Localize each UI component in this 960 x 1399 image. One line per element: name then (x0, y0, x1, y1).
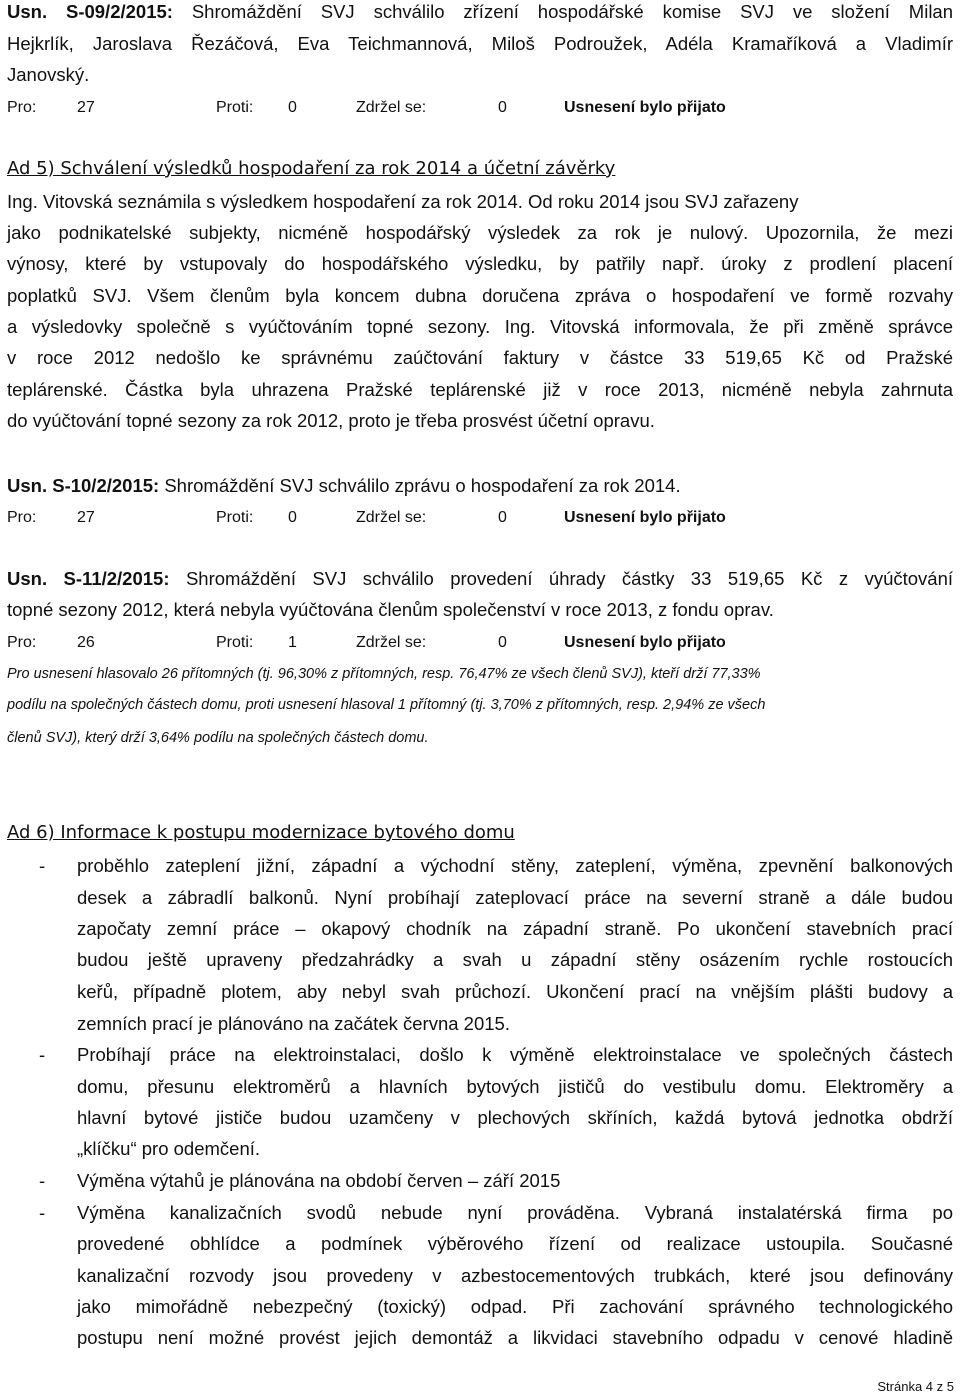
list-item-line: kanalizační rozvody jsou provedeny v azbestocementových trubkách, které jsou definovány (77, 1265, 953, 1286)
resolution-number: S-11/2/2015: (63, 568, 170, 589)
vote-pro-label: Pro: (7, 634, 37, 651)
list-bullet: - (39, 1170, 46, 1191)
resolution-s09-line-1 (7, 0, 953, 24)
list-item-line: desek a zábradlí balkonů. Nyní probíhají zateplovací práce na severní straně a dále budou (77, 887, 953, 908)
vote-proti-label: Proti: (216, 634, 254, 651)
list-item-line: Výměna výtahů je plánována na období červen – září 2015 (77, 1170, 561, 1191)
paragraph-line: v roce 2012 nedošlo ke správnému zaúčtování faktury v částce 33 519,65 Kč od Pražské (7, 347, 953, 368)
vote-pro-count: 27 (77, 509, 95, 526)
resolution-s10 (7, 474, 953, 498)
vote-pro-count: 27 (77, 99, 95, 116)
vote-note-line: členů SVJ), který drží 3,64% podílu na společných částech domu. (7, 730, 429, 746)
paragraph-line: teplárenské. Částka byla uhrazena Pražské teplárenské již v roce 2013, nicméně nebyla zahrnuta (7, 379, 953, 400)
vote-pro-count: 26 (77, 634, 95, 651)
list-bullet: - (39, 1044, 46, 1065)
vote-abstain-count: 0 (498, 509, 507, 526)
vote-pro-label: Pro: (7, 99, 37, 116)
list-item-line: domu, přesunu elektroměrů a hlavních bytových jističů do vestibulu domu. Elektroměry a (77, 1076, 953, 1097)
vote-proti-count: 0 (288, 509, 297, 526)
resolution-text: Shromáždění SVJ schválilo provedení úhrady částky 33 519,65 Kč z vyúčtování (185, 568, 954, 589)
vote-row-s09 (7, 97, 953, 119)
list-item-line: „klíčku“ pro odemčení. (77, 1138, 261, 1159)
resolution-s09-line-3: Janovský. (7, 64, 90, 85)
resolution-s09-line-2: Hejkrlík, Jaroslava Řezáčová, Eva Teichmannová, Miloš Podroužek, Adéla Kramaříková a Vladimír (7, 33, 953, 54)
list-item-line: Probíhají práce na elektroinstalaci, došlo k výměně elektroinstalace ve společných částech (77, 1044, 953, 1065)
paragraph-line: a výsledovky společně s vyúčtováním topné sezony. Ing. Vitovská informovala, že při změně správce (7, 316, 953, 337)
vote-proti-label: Proti: (216, 99, 254, 116)
vote-abstain-count: 0 (498, 634, 507, 651)
vote-abstain-label: Zdržel se: (356, 634, 427, 651)
usn-label: Usn. (7, 475, 48, 496)
list-item-line: proběhlo zateplení jižní, západní a východní stěny, zateplení, výměna, zpevnění balkonových (77, 855, 953, 876)
vote-result: Usnesení bylo přijato (564, 99, 726, 116)
paragraph-line: jako podnikatelské subjekty, nicméně hospodářský výsledek za rok je nulový. Upozornila, že mezi (7, 222, 953, 243)
resolution-number: S-10/2/2015: (52, 475, 160, 496)
vote-abstain-label: Zdržel se: (356, 99, 427, 116)
section-heading-ad6: Ad 6) Informace k postupu modernizace bytového domu (7, 822, 515, 843)
vote-result: Usnesení bylo přijato (564, 509, 726, 526)
list-item-line: jako mimořádně nebezpečný (toxický) odpad. Při zachování správného technologického (77, 1296, 953, 1317)
vote-abstain-label: Zdržel se: (356, 509, 427, 526)
usn-label: Usn. (7, 1, 48, 22)
list-item-line: hlavní bytové jističe budou uzamčeny v plechových skříních, každá bytová jednotka obdrží (77, 1107, 953, 1128)
resolution-text: Shromáždění SVJ schválilo zprávu o hospodaření za rok 2014. (164, 475, 681, 496)
vote-row-s11 (7, 632, 953, 654)
vote-abstain-count: 0 (498, 99, 507, 116)
page-number: Stránka 4 z 5 (877, 1379, 954, 1394)
vote-note-line: Pro usnesení hlasovalo 26 přítomných (tj. 96,30% z přítomných, resp. 76,47% ze všech členů SVJ), kteří drží 77,33% (7, 666, 761, 682)
vote-proti-count: 1 (288, 634, 297, 651)
vote-proti-count: 0 (288, 99, 297, 116)
list-item-line: keřů, případně plotem, aby nebyl svah průchozí. Ukončení prací na vnějším plášti budovy a (77, 981, 953, 1002)
list-item-line: postupu není možné provést jejich demontáž a likvidaci stavebního odpadu v cenové hladině (77, 1327, 953, 1348)
paragraph-line: výnosy, které by vstupovaly do hospodářského výsledku, by patřily např. úroky z prodlení placení (7, 253, 953, 274)
list-item-line: započaty zemní práce – okapový chodník na západní straně. Po ukončení stavebních prací (77, 918, 953, 939)
vote-note-line: podílu na společných částech domu, proti usnesení hlasoval 1 přítomný (tj. 3,70% z přítomných, resp. 2,94% ze všech (7, 697, 766, 713)
list-item-line: budou ještě upraveny předzahrádky a svah u západní stěny osázením rychle rostoucích (77, 949, 953, 970)
resolution-text: Shromáždění SVJ schválilo zřízení hospodářské komise SVJ ve složení Milan (191, 1, 954, 22)
vote-pro-label: Pro: (7, 509, 37, 526)
resolution-number: S-09/2/2015: (65, 1, 173, 22)
vote-proti-label: Proti: (216, 509, 254, 526)
resolution-s11-line-1 (7, 567, 953, 591)
paragraph-line: Ing. Vitovská seznámila s výsledkem hospodaření za rok 2014. Od roku 2014 jsou SVJ zařazeny (7, 191, 799, 212)
section-heading-ad5: Ad 5) Schválení výsledků hospodaření za rok 2014 a účetní závěrky (7, 158, 616, 179)
list-item-line: provedené obhlídce a podmínek výběrového řízení od realizace ustoupila. Současné (77, 1233, 953, 1254)
list-bullet: - (39, 855, 46, 876)
vote-result: Usnesení bylo přijato (564, 634, 726, 651)
resolution-s11-line-2: topné sezony 2012, která nebyla vyúčtována členům společenství v roce 2013, z fondu oprav. (7, 599, 774, 620)
paragraph-line: poplatků SVJ. Všem členům byla koncem dubna doručena zpráva o hospodaření ve formě rozvahy (7, 285, 953, 306)
list-bullet: - (39, 1202, 46, 1223)
usn-label: Usn. (7, 568, 48, 589)
list-item-line: zemních prací je plánováno na začátek června 2015. (77, 1013, 510, 1034)
paragraph-line: do vyúčtování topné sezony za rok 2012, proto je třeba prosvést účetní opravu. (7, 410, 655, 431)
vote-row-s10 (7, 507, 953, 529)
list-item-line: Výměna kanalizačních svodů nebude nyní prováděna. Vybraná instalatérská firma po (77, 1202, 953, 1223)
